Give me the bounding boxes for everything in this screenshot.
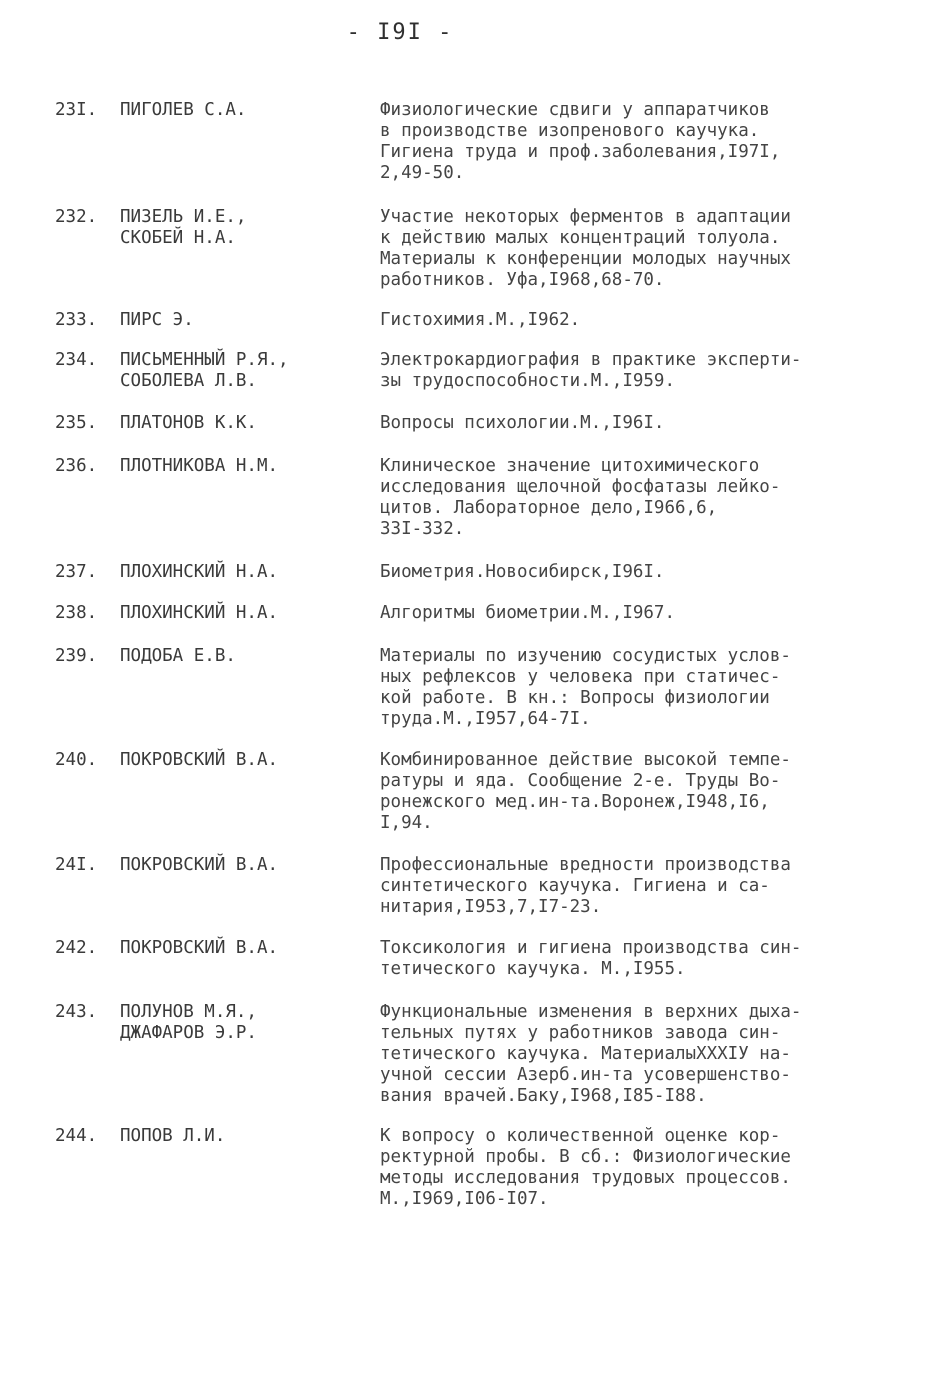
entry-number: 242. <box>55 938 98 958</box>
entry-number: 23I. <box>55 100 98 120</box>
entry-authors: ПОПОВ Л.И. <box>120 1126 226 1146</box>
entry-authors: ПИЗЕЛЬ И.Е., СКОБЕЙ Н.А. <box>120 207 247 248</box>
page-number: - I9I - <box>346 20 454 45</box>
entry-reference: К вопросу о количественной оценке кор- ректурной пробы. В сб.: Физиологические методы исследования трудовых процессов. М.,I969,I06-I07. <box>380 1126 791 1209</box>
entry-number: 24I. <box>55 855 98 875</box>
entry-authors: ПОКРОВСКИЙ В.А. <box>120 855 279 875</box>
entry-authors: ПОЛУНОВ М.Я., ДЖАФАРОВ Э.Р. <box>120 1002 257 1043</box>
entry-number: 239. <box>55 646 98 666</box>
entry-number: 244. <box>55 1126 98 1146</box>
entry-reference: Комбинированное действие высокой темпе- ратуры и яда. Сообщение 2-е. Труды Во- ронежского мед.ин-та.Воронеж,I948,I6, I,94. <box>380 750 791 833</box>
entry-authors: ПИГОЛЕВ С.А. <box>120 100 247 120</box>
entry-reference: Клиническое значение цитохимического исследования щелочной фосфатазы лейко- цитов. Лабораторное дело,I966,6, 33I-332. <box>380 456 781 539</box>
entry-authors: ПЛАТОНОВ К.К. <box>120 413 257 433</box>
entry-reference: Алгоритмы биометрии.М.,I967. <box>380 603 676 623</box>
entry-authors: ПИСЬМЕННЫЙ Р.Я., СОБОЛЕВА Л.В. <box>120 350 289 391</box>
entry-reference: Функциональные изменения в верхних дыха- тельных путях у работников завода син- тетического каучука. МатериалыXXXIУ на- учной сессии Азерб.ин-та усовершенство- вания врачей.Баку,I968,I85-I88. <box>380 1002 802 1106</box>
entry-number: 237. <box>55 562 98 582</box>
entry-number: 233. <box>55 310 98 330</box>
entry-reference: Участие некоторых ферментов в адаптации к действию малых концентраций толуола. Материалы к конференции молодых научных работников. Уфа,I968,68-70. <box>380 207 791 290</box>
entry-reference: Физиологические сдвиги у аппаратчиков в производстве изопренового каучука. Гигиена труда и проф.заболевания,I97I, 2,49-50. <box>380 100 781 183</box>
entry-reference: Электрокардиография в практике эксперти- зы трудоспособности.М.,I959. <box>380 350 802 391</box>
entry-number: 243. <box>55 1002 98 1022</box>
entry-number: 238. <box>55 603 98 623</box>
entry-reference: Вопросы психологии.М.,I96I. <box>380 413 665 433</box>
entry-authors: ПЛОТНИКОВА Н.М. <box>120 456 279 476</box>
entry-number: 240. <box>55 750 98 770</box>
entry-authors: ПЛОХИНСКИЙ Н.А. <box>120 562 279 582</box>
entry-authors: ПОКРОВСКИЙ В.А. <box>120 938 279 958</box>
entry-authors: ПИРС Э. <box>120 310 194 330</box>
entry-reference: Биометрия.Новосибирск,I96I. <box>380 562 665 582</box>
entry-number: 234. <box>55 350 98 370</box>
entry-authors: ПЛОХИНСКИЙ Н.А. <box>120 603 279 623</box>
entry-authors: ПОКРОВСКИЙ В.А. <box>120 750 279 770</box>
entry-number: 236. <box>55 456 98 476</box>
entry-authors: ПОДОБА Е.В. <box>120 646 236 666</box>
entry-reference: Гистохимия.М.,I962. <box>380 310 581 330</box>
entry-number: 235. <box>55 413 98 433</box>
entry-number: 232. <box>55 207 98 227</box>
entry-reference: Профессиональные вредности производства синтетического каучука. Гигиена и са- нитария,I953,7,I7-23. <box>380 855 791 917</box>
entry-reference: Токсикология и гигиена производства син- тетического каучука. М.,I955. <box>380 938 802 979</box>
entry-reference: Материалы по изучению сосудистых услов- ных рефлексов у человека при статичес- кой работе. В кн.: Вопросы физиологии труда.М.,I957,64-7I. <box>380 646 791 729</box>
